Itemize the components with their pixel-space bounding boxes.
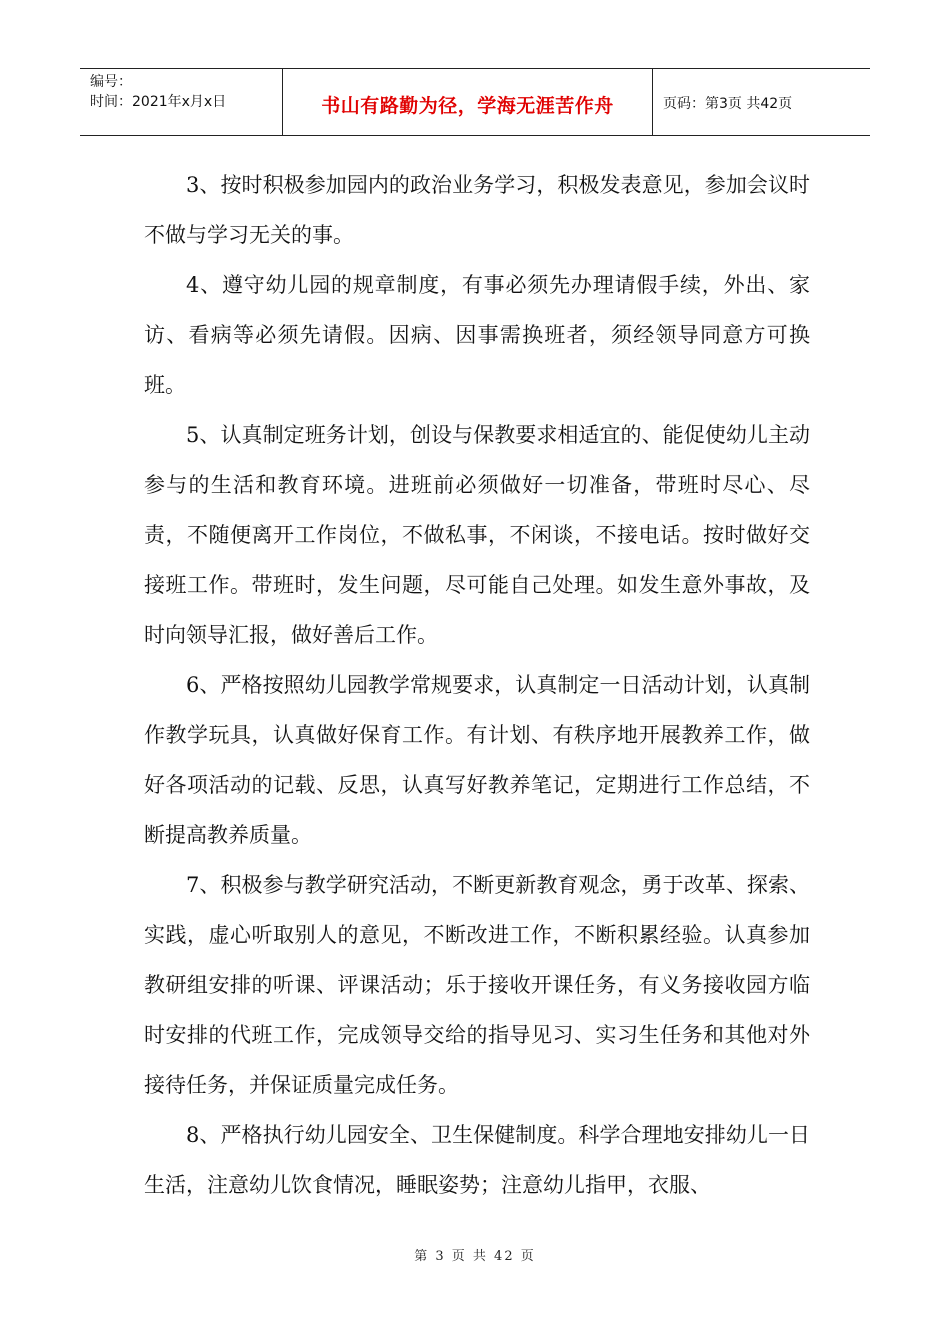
- paragraph-item-4: 4、遵守幼儿园的规章制度，有事必须先办理请假手续，外出、家访、看病等必须先请假。因病、因事需换班者，须经领导同意方可换班。: [144, 273, 810, 397]
- header-page-number: 页码：第3页 共42页: [663, 96, 793, 112]
- document-number-label: 编号：: [90, 74, 132, 90]
- document-date-label: 时间：2021年x月x日: [90, 94, 227, 110]
- document-body: [144, 160, 810, 1210]
- header-motto: 书山有路勤为径，学海无涯苦作舟: [321, 94, 614, 117]
- header-page-cell: [653, 69, 870, 135]
- header-motto-cell: [283, 69, 653, 135]
- paragraph-item-5: 5、认真制定班务计划，创设与保教要求相适宜的、能促使幼儿主动参与的生活和教育环境。进班前必须做好一切准备，带班时尽心、尽责，不随便离开工作岗位，不做私事，不闲谈，不接电话。按时做好交接班工作。带班时，发生问题，尽可能自己处理。如发生意外事故，及时向领导汇报，做好善后工作。: [144, 423, 810, 647]
- header-meta-cell: [80, 69, 283, 135]
- document-header: [80, 68, 870, 136]
- paragraph-item-6: 6、严格按照幼儿园教学常规要求，认真制定一日活动计划，认真制作教学玩具，认真做好保育工作。有计划、有秩序地开展教养工作，做好各项活动的记载、反思，认真写好教养笔记，定期进行工作总结，不断提高教养质量。: [144, 673, 810, 847]
- paragraph-item-7: 7、积极参与教学研究活动，不断更新教育观念，勇于改革、探索、实践，虚心听取别人的意见，不断改进工作，不断积累经验。认真参加教研组安排的听课、评课活动；乐于接收开课任务，有义务接收园方临时安排的代班工作，完成领导交给的指导见习、实习生任务和其他对外接待任务，并保证质量完成任务。: [144, 873, 810, 1097]
- page-footer: 第 3 页 共 42 页: [414, 1249, 536, 1264]
- paragraph-item-3: 3、按时积极参加园内的政治业务学习，积极发表意见，参加会议时不做与学习无关的事。: [144, 173, 810, 247]
- paragraph-item-8: 8、严格执行幼儿园安全、卫生保健制度。科学合理地安排幼儿一日生活，注意幼儿饮食情况，睡眠姿势；注意幼儿指甲，衣服、: [144, 1123, 810, 1197]
